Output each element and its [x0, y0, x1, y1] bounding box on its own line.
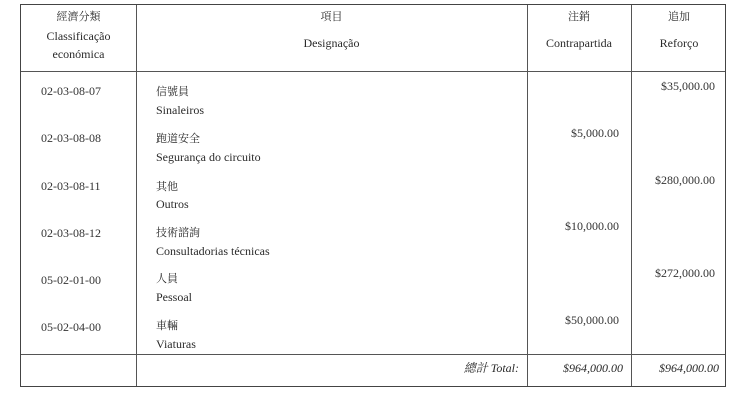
row-desc-pt: Outros [156, 197, 189, 211]
header-divider [21, 71, 725, 72]
header-contrapartida-zh: 注銷 [568, 10, 590, 23]
row-desc-pt: Consultadorias técnicas [156, 244, 270, 258]
header-designation-pt: Designação [303, 36, 360, 50]
row-code: 02-03-08-12 [41, 226, 101, 240]
row-contrapartida: $50,000.00 [565, 313, 619, 327]
row-desc-pt: Viaturas [156, 337, 196, 351]
header-reforco-pt: Reforço [659, 36, 699, 50]
row-desc-zh: 跑道安全 [156, 132, 200, 145]
row-desc-pt: Segurança do circuito [156, 150, 261, 164]
header-classification-zh: 經濟分類 [56, 10, 101, 23]
row-desc-zh: 人員 [156, 272, 178, 285]
row-reforco: $280,000.00 [655, 173, 715, 187]
header-designation [136, 7, 527, 53]
column-divider-2 [527, 5, 528, 386]
header-classification-pt-2: económica [52, 47, 105, 61]
row-desc-pt: Pessoal [156, 290, 192, 304]
row-contrapartida: $10,000.00 [565, 219, 619, 233]
total-contrapartida: $964,000.00 [563, 361, 623, 375]
total-reforco: $964,000.00 [659, 361, 719, 375]
row-desc-pt: Sinaleiros [156, 103, 204, 117]
row-code: 02-03-08-07 [41, 84, 101, 98]
header-contrapartida [527, 7, 631, 53]
budget-table [20, 4, 726, 387]
header-contrapartida-pt: Contrapartida [546, 36, 612, 50]
row-reforco: $35,000.00 [661, 79, 715, 93]
row-desc-zh: 其他 [156, 180, 178, 193]
header-classification [21, 7, 136, 63]
header-classification-pt-1: Classificação [46, 29, 111, 43]
row-desc-zh: 車輛 [156, 319, 178, 332]
row-code: 02-03-08-08 [41, 131, 101, 145]
header-reforco [631, 7, 727, 53]
header-reforco-zh: 追加 [668, 10, 690, 23]
total-divider [21, 354, 725, 355]
total-label: 總計 Total: [463, 361, 519, 375]
row-desc-zh: 技術諮詢 [156, 226, 200, 239]
row-reforco: $272,000.00 [655, 266, 715, 280]
row-desc-zh: 信號員 [156, 85, 189, 98]
row-code: 02-03-08-11 [41, 179, 101, 193]
row-code: 05-02-04-00 [41, 320, 101, 334]
row-code: 05-02-01-00 [41, 273, 101, 287]
header-designation-zh: 項目 [320, 10, 343, 23]
column-divider-3 [631, 5, 632, 386]
column-divider-1 [136, 5, 137, 386]
row-contrapartida: $5,000.00 [571, 126, 619, 140]
